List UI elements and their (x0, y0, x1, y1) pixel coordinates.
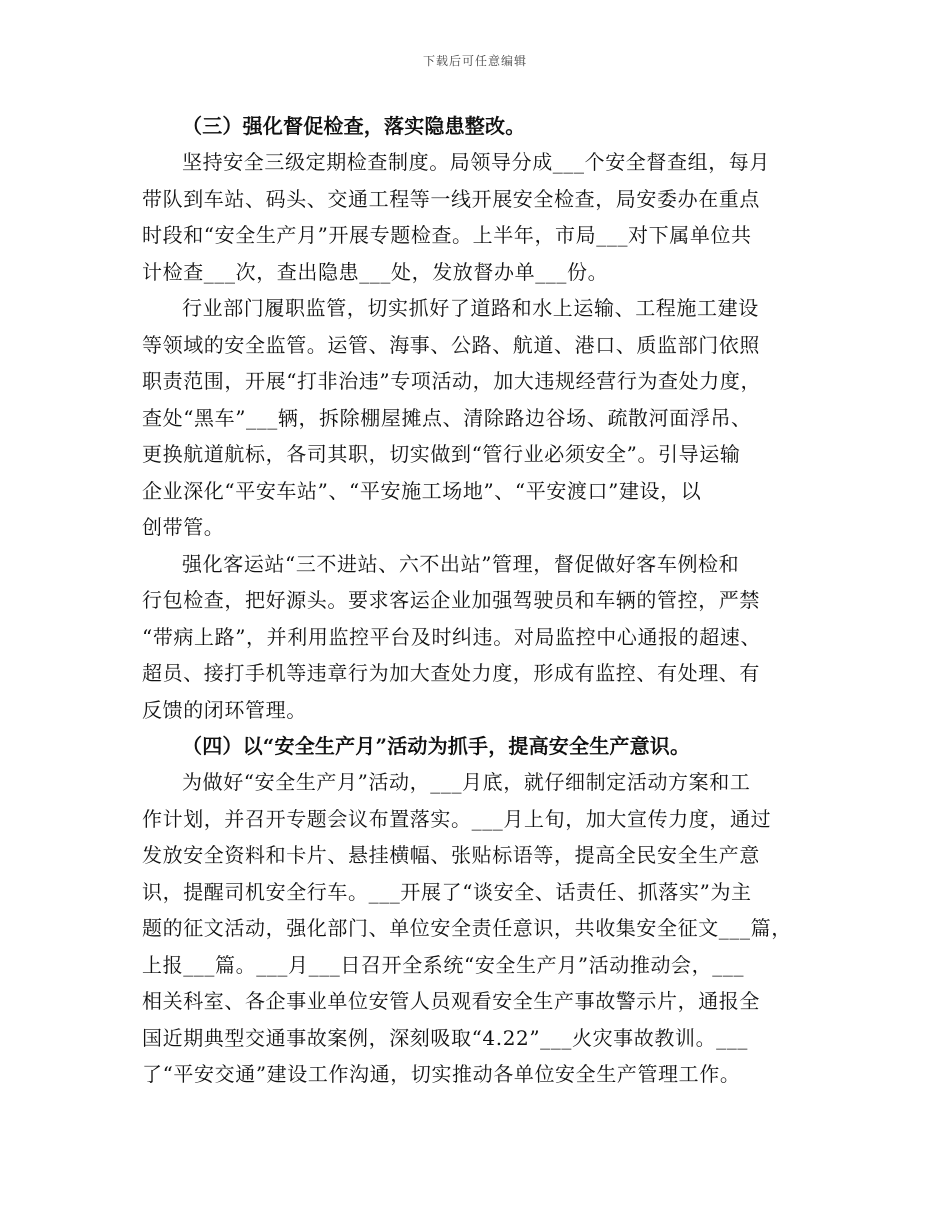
text-line: 行包检查，把好源头。要求客运企业加强驾驶员和车辆的管控，严禁 (142, 588, 760, 612)
text-line: 创带管。 (142, 515, 225, 539)
text-line: 计检查___次，查出隐患___处，发放督办单___份。 (142, 259, 609, 284)
text-line: 上报___篇。___月___日召开全系统“安全生产月”活动推动会，___ (142, 952, 745, 977)
text-line: 查处“黑车”___辆，拆除棚屋摊点、清除路边谷场、疏散河面浮吊、 (142, 405, 752, 430)
page-header: 下载后可任意编辑 (422, 54, 527, 68)
section-3-paragraph-1 (142, 144, 830, 290)
text-line: 更换航道航标，各司其职，切实做到“管行业必须安全”。引导运输 (142, 442, 741, 466)
text-line: 了“平安交通”建设工作沟通，切实推动各单位安全生产管理工作。 (142, 1062, 741, 1086)
section-4-heading: （四）以“安全生产月”活动为抓手，提高安全生产意识。 (182, 734, 691, 758)
text-line: 反馈的闭环管理。 (142, 697, 307, 722)
section-3-paragraph-2 (142, 290, 830, 546)
document-body (142, 108, 830, 1093)
section-4-paragraph-1 (142, 764, 830, 1093)
text-line: 企业深化“平安车站”、“平安施工场地”、“平安渡口”建设，以 (142, 478, 702, 503)
text-line: 识，提醒司机安全行车。___开展了“谈安全、话责任、抓落实”为主 (142, 879, 752, 904)
text-line: 超员、接打手机等违章行为加大查处力度，形成有监控、有处理、有 (142, 661, 760, 685)
text-line: 相关科室、各企事业单位安管人员观看安全生产事故警示片，通报全 (142, 989, 760, 1013)
text-line: 强化客运站“三不进站、六不出站”管理，督促做好客车例检和 (182, 551, 740, 576)
text-line: 行业部门履职监管，切实抓好了道路和水上运输、工程施工建设 (182, 296, 759, 320)
text-line: 题的征文活动，强化部门、单位安全责任意识，共收集安全征文___篇， (142, 916, 792, 940)
text-line: 时段和“安全生产月”开展专题检查。上半年，市局___对下属单位共 (142, 223, 752, 247)
text-line: 带队到车站、码头、交通工程等一线开展安全检查，局安委办在重点 (142, 186, 760, 211)
text-line: 作计划，并召开专题会议布置落实。___月上旬，加大宣传力度，通过 (142, 806, 772, 831)
section-3-paragraph-3 (142, 546, 830, 729)
text-line: 坚持安全三级定期检查制度。局领导分成___个安全督查组，每月 (182, 150, 770, 174)
text-line: 职责范围，开展“打非治违”专项活动，加大违规经营行为查处力度， (142, 369, 762, 393)
text-line: 为做好“安全生产月”活动，___月底，就仔细制定活动方案和工 (182, 770, 751, 794)
text-line: “带病上路”，并利用监控平台及时纠违。对局监控中心通报的超速、 (142, 624, 762, 649)
text-line: 发放安全资料和卡片、悬挂横幅、张贴标语等，提高全民安全生产意 (142, 843, 760, 867)
text-line: 国近期典型交通事故案例，深刻吸取“4.22”___火灾事故教训。___ (142, 1025, 748, 1050)
text-line: 等领域的安全监管。运管、海事、公路、航道、港口、质监部门依照 (142, 332, 760, 357)
section-3-heading: （三）强化督促检查，落实隐患整改。 (182, 114, 526, 138)
